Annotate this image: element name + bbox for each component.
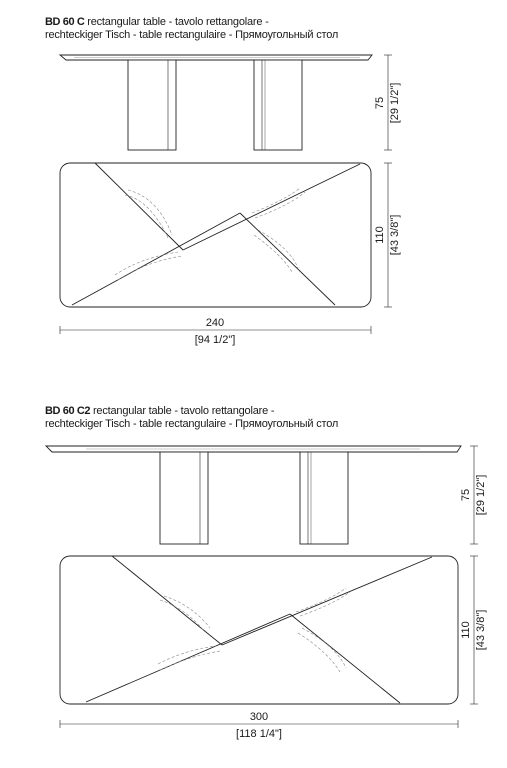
table-1-depth-cm: 110 bbox=[374, 226, 386, 244]
table-1-code: BD 60 C bbox=[45, 16, 85, 28]
table-2-length-in: [118 1/4"] bbox=[236, 728, 282, 740]
table-1-height-in: [29 1/2"] bbox=[389, 82, 401, 124]
table-2-plan bbox=[60, 556, 458, 704]
table-2-length-cm: 300 bbox=[249, 711, 269, 723]
table-1-elevation bbox=[60, 55, 372, 150]
table-1-length-cm: 240 bbox=[205, 317, 225, 329]
table-1-depth-in: [43 3/8"] bbox=[389, 214, 401, 256]
table-2-depth-in: [43 3/8"] bbox=[475, 609, 487, 651]
table-2-desc-line2: rechteckiger Tisch - table rectangulaire - Прямоугольный стол bbox=[45, 418, 339, 430]
table-1-height-cm: 75 bbox=[374, 96, 386, 110]
table-2-code: BD 60 C2 bbox=[45, 405, 91, 417]
table-2-elevation bbox=[46, 446, 461, 544]
table-1-desc-line1: rectangular table - tavolo rettangolare - bbox=[87, 16, 269, 28]
table-2-height-cm: 75 bbox=[460, 488, 472, 502]
table-2-depth-cm: 110 bbox=[460, 621, 472, 639]
table-1-desc-line2: rechteckiger Tisch - table rectangulaire - Прямоугольный стол bbox=[45, 29, 339, 41]
table-1-length-in: [94 1/2"] bbox=[194, 334, 236, 346]
table-2-height-in: [29 1/2"] bbox=[475, 474, 487, 516]
table-1-plan bbox=[60, 163, 371, 307]
table-2-desc-line1: rectangular table - tavolo rettangolare - bbox=[92, 405, 275, 417]
